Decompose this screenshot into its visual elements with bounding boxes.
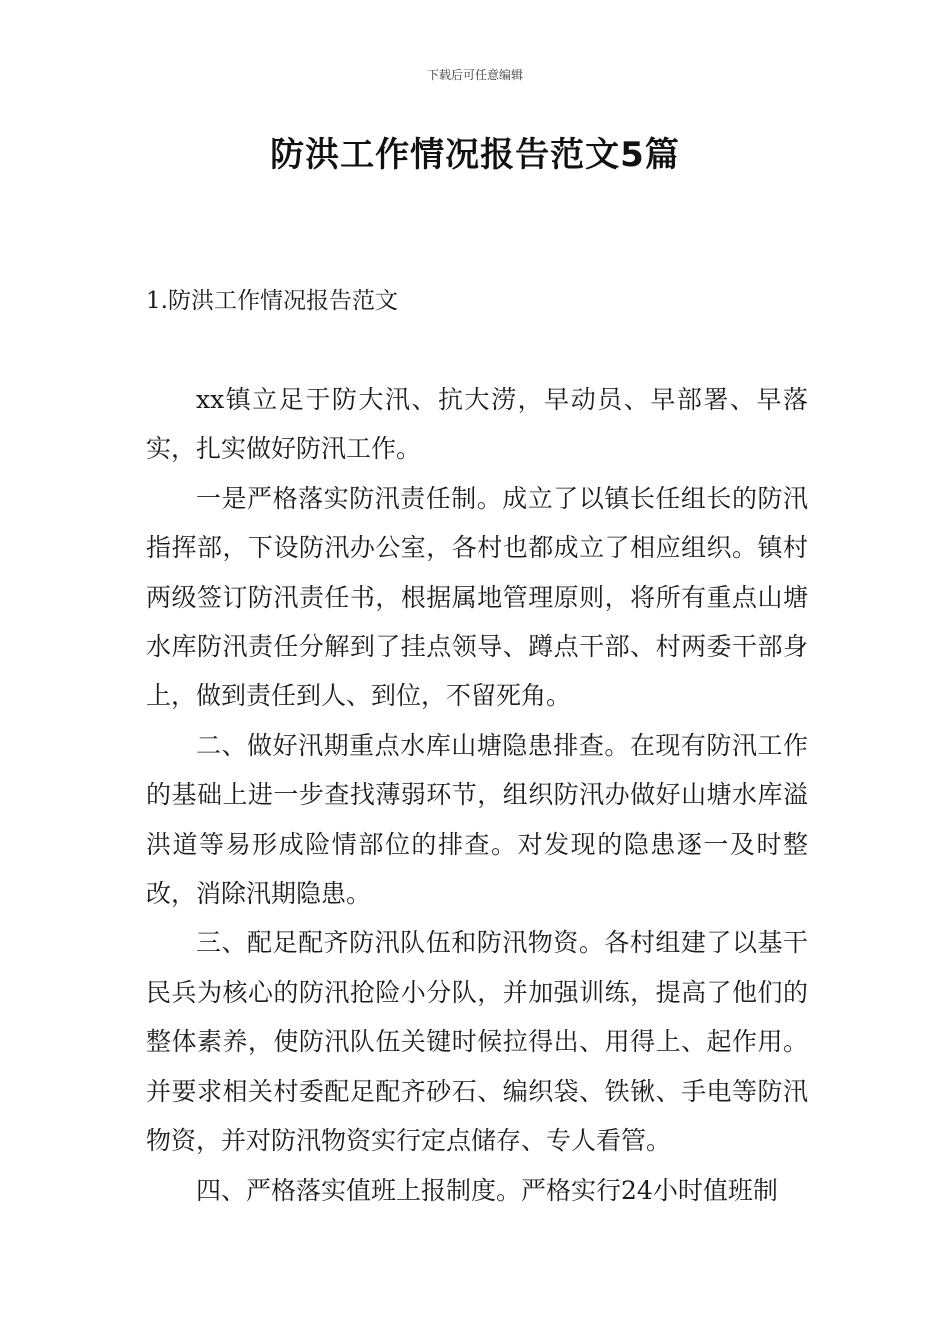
paragraph-duty-system: 四、严格落实值班上报制度。严格实行24小时值班制 — [196, 1175, 778, 1205]
paragraph-team-supplies: 三、配足配齐防汛队伍和防汛物资。各村组建了以基干民兵为核心的防汛抢险小分队，并加强训练，提高了他们的整体素养，使防汛队伍关键时候拉得出、用得上、起作用。并要求相关村委配足配齐砂石、编织袋、铁锹、手电等防汛物资，并对防汛物资实行定点储存、专人看管。 — [146, 928, 808, 1156]
header-note: 下载后可任意编辑 — [426, 68, 523, 82]
document-title: 防洪工作情况报告范文5篇 — [270, 135, 680, 175]
section-heading: 1.防洪工作情况报告范文 — [146, 288, 398, 314]
paragraph-responsibility: 一是严格落实防汛责任制。成立了以镇长任组长的防汛指挥部，下设防汛办公室，各村也都成立了相应组织。镇村两级签订防汛责任书，根据属地管理原则，将所有重点山塘水库防汛责任分解到了挂点领导、蹲点干部、村两委干部身上，做到责任到人、到位，不留死角。 — [146, 483, 808, 711]
document-body — [146, 375, 808, 1215]
paragraph-intro: xx镇立足于防大汛、抗大涝，早动员、早部署、早落实，扎实做好防汛工作。 — [146, 385, 808, 464]
paragraph-inspection: 二、做好汛期重点水库山塘隐患排查。在现有防汛工作的基础上进一步查找薄弱环节，组织防汛办做好山塘水库溢洪道等易形成险情部位的排查。对发现的隐患逐一及时整改，消除汛期隐患。 — [146, 730, 808, 909]
